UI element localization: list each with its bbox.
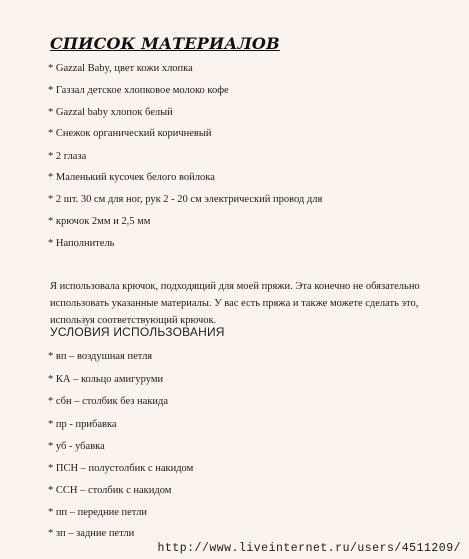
watermark-url: http://www.liveinternet.ru/users/4511209/ bbox=[157, 542, 461, 555]
term-item: * уб - убавка bbox=[48, 441, 105, 452]
material-item: * Наполнитель bbox=[48, 238, 115, 249]
intro-paragraph: Я использовала крючок, подходящий для моей пряжи. Эта конечно не обязательно использовать указанные материалы. У вас есть пряжа и также можете сделать это, используя соответствующий крючок. bbox=[50, 281, 420, 326]
material-item: * Gazzal baby хлопок белый bbox=[48, 107, 173, 118]
section-title: УСЛОВИЯ ИСПОЛЬЗОВАНИЯ bbox=[50, 325, 225, 339]
material-item: * Газзал детское хлопковое молоко кофе bbox=[48, 85, 229, 96]
term-item: * пр - прибавка bbox=[48, 419, 117, 430]
term-item: * ПСН – полустолбик с накидом bbox=[48, 463, 194, 474]
material-item: * 2 шт. 30 см для ног, рук 2 - 20 см электрический провод для bbox=[48, 194, 323, 205]
term-item: * КА – кольцо амигуруми bbox=[48, 374, 164, 385]
term-item: * сбн – столбик без накида bbox=[48, 396, 169, 407]
term-item: * пп – передние петли bbox=[48, 507, 147, 518]
material-item: * Снежок органический коричневый bbox=[48, 128, 212, 139]
material-item: * 2 глаза bbox=[48, 151, 87, 162]
material-item: * Gazzal Baby, цвет кожи хлопка bbox=[48, 63, 193, 74]
material-item: * крючок 2мм и 2,5 мм bbox=[48, 216, 151, 227]
material-item: * Маленький кусочек белого войлока bbox=[48, 172, 215, 183]
term-item: * зп – задние петли bbox=[48, 528, 135, 539]
term-item: * вп – воздушная петля bbox=[48, 351, 153, 362]
page-title: СПИСОК МАТЕРИАЛОВ bbox=[50, 34, 280, 53]
term-item: * ССН – столбик с накидом bbox=[48, 485, 172, 496]
